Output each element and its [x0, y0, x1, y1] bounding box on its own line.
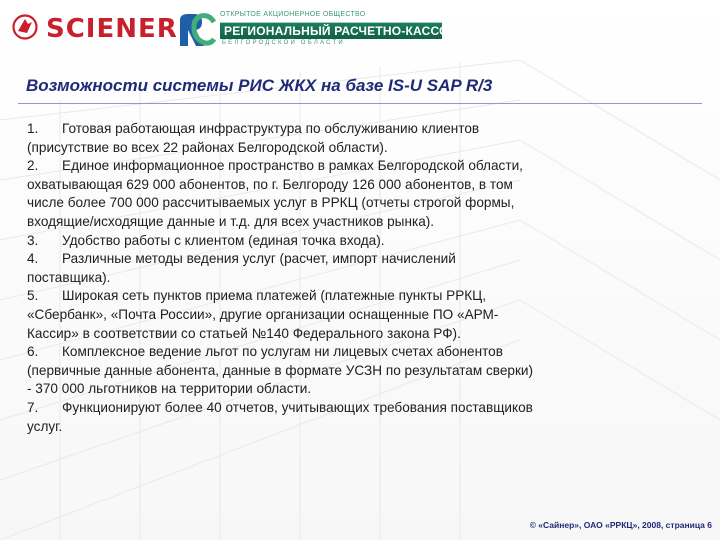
slide-title: Возможности системы РИС ЖКХ на базе IS-U SAP R/3 — [26, 76, 493, 95]
rrkc-name-band — [220, 22, 524, 39]
item-text: поставщика). — [27, 269, 111, 285]
item-text: охватывающая 629 000 абонентов, по г. Белгороду 126 000 абонентов, в том — [27, 176, 513, 192]
item-text: Функционируют более 40 отчетов, учитывающих требования поставщиков — [62, 399, 533, 415]
list-item-2 — [27, 157, 702, 231]
rrkc-logo-icon — [176, 10, 216, 50]
item-text: Комплексное ведение льгот по услугам ни лицевых счетах абонентов — [62, 344, 503, 360]
item-text: услуг. — [27, 418, 63, 434]
item-text: Различные методы ведения услуг (расчет, импорт начислений — [62, 251, 456, 267]
list-item-5 — [27, 287, 702, 343]
item-number: 3. — [27, 232, 39, 248]
item-text: Широкая сеть пунктов приема платежей (платежные пункты РРКЦ, — [62, 288, 487, 304]
item-number: 7. — [27, 399, 39, 415]
sciener-logo-icon — [12, 14, 38, 40]
item-number: 4. — [27, 251, 39, 267]
item-number: 5. — [27, 288, 39, 304]
rrkc-name-text: РЕГИОНАЛЬНЫЙ РАСЧЕТНО-КАССОВЫЙ ЦЕНТР — [224, 24, 524, 38]
list-item-1 — [27, 120, 702, 157]
list-item-3 — [27, 232, 702, 251]
footer-copyright: © «Сайнер», ОАО «РРКЦ», 2008, страница 6 — [529, 520, 712, 530]
item-text: (первичные данные абонента, данные в формате УСЗН по результатам сверки) — [27, 362, 534, 378]
item-text: Удобство работы с клиентом (единая точка входа). — [62, 232, 385, 248]
item-text: Готовая работающая инфраструктура по обслуживанию клиентов — [62, 121, 480, 136]
content-list — [27, 120, 702, 436]
rrkc-region-text: БЕЛГОРОДСКОЙ ОБЛАСТИ — [222, 40, 345, 46]
title-divider — [18, 103, 702, 104]
list-item-7 — [27, 399, 702, 436]
item-text: числе более 700 000 рассчитываемых услуг в РРКЦ (отчеты строгой формы, — [27, 195, 515, 211]
item-number: 6. — [27, 344, 39, 360]
list-item-6 — [27, 343, 702, 399]
item-text: «Сбербанк», «Почта России», другие организации оснащенные ПО «АРМ- — [27, 306, 499, 322]
item-number: 2. — [27, 158, 39, 174]
sciener-brand-text: SCIENER — [46, 14, 178, 44]
item-text: Кассир» в соответствии со статьей №140 Федерального закона РФ). — [27, 325, 461, 341]
rrkc-company-type: ОТКРЫТОЕ АКЦИОНЕРНОЕ ОБЩЕСТВО — [220, 11, 366, 18]
header — [0, 0, 720, 62]
item-number: 1. — [27, 121, 39, 136]
list-item-4 — [27, 250, 702, 287]
item-text: - 370 000 льготников на территории области. — [27, 381, 312, 397]
item-text: входящие/исходящие данные и т.д. для всех участников рынка). — [27, 213, 435, 229]
item-text: (присутствие во всех 22 районах Белгородской области). — [27, 139, 388, 155]
item-text: Единое информационное пространство в рамках Белгородской области, — [62, 158, 523, 174]
